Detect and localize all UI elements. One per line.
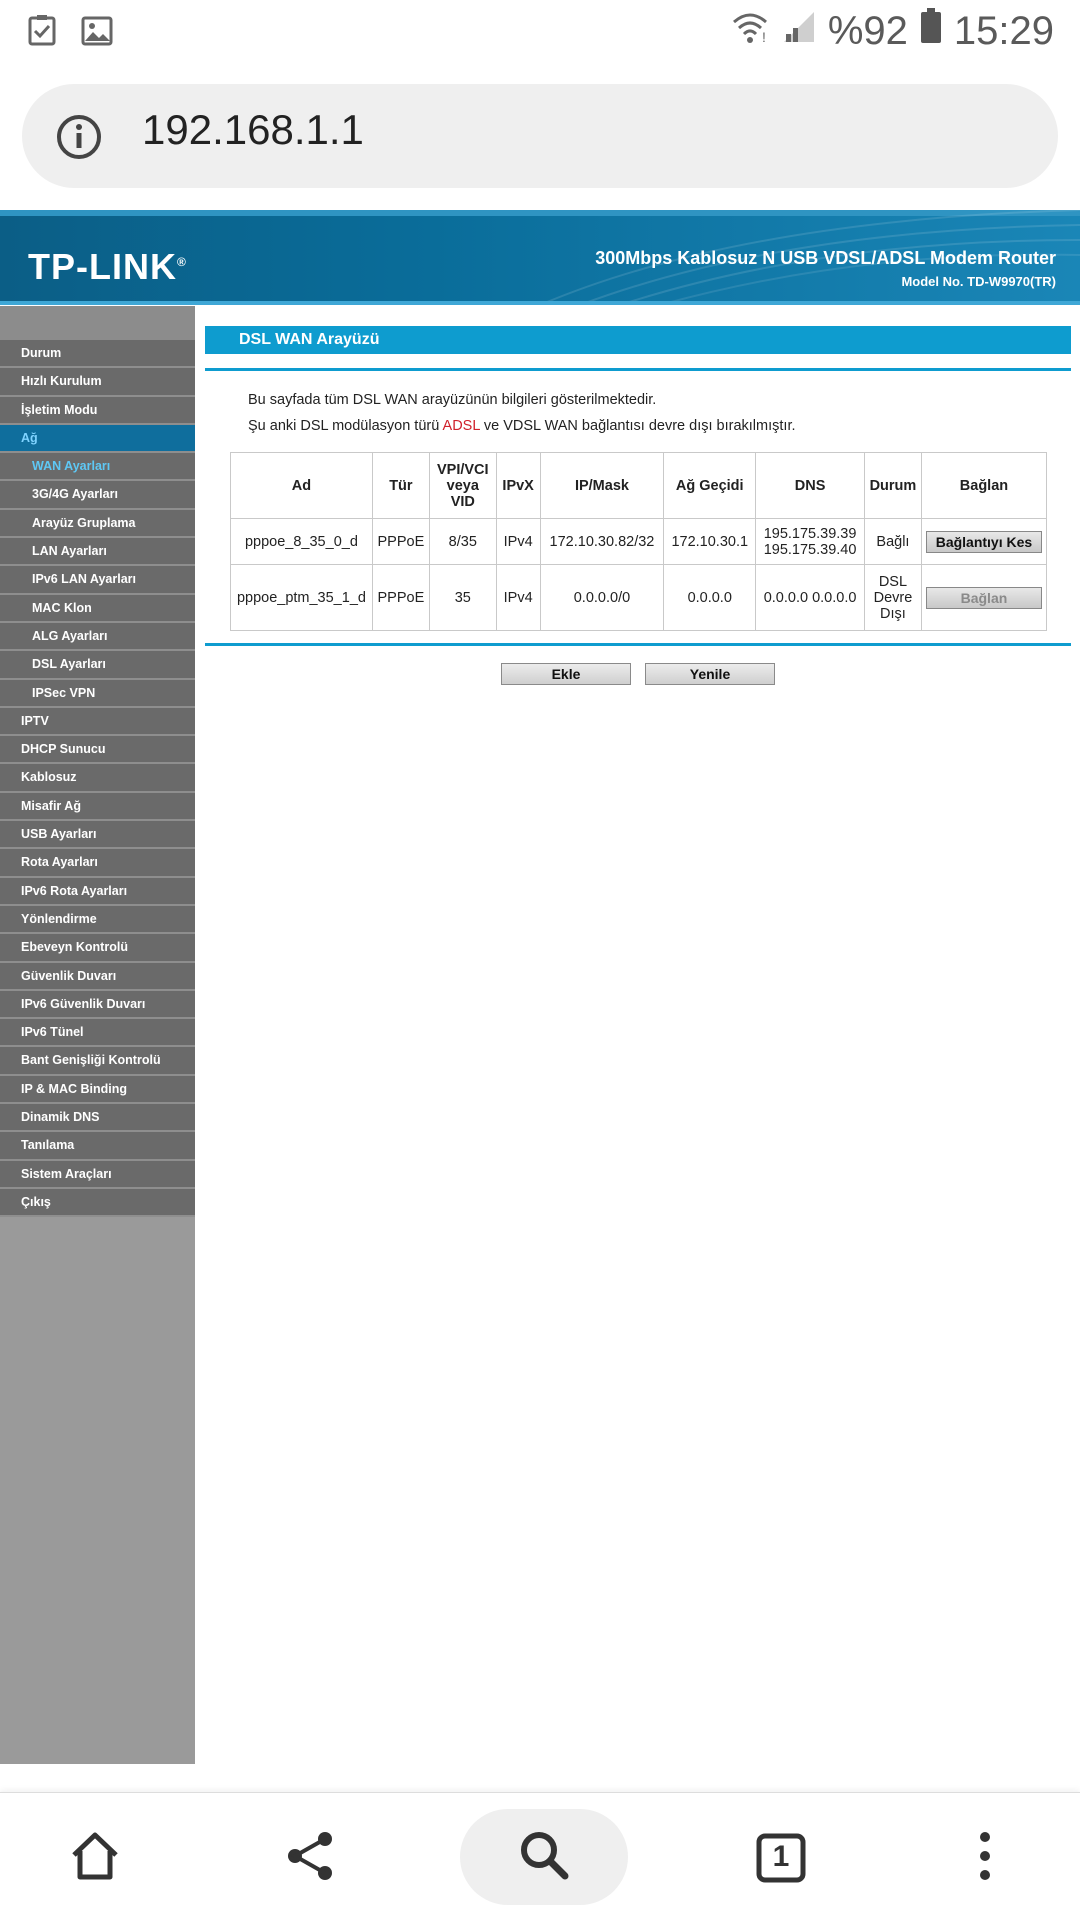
svg-text:!: !: [761, 28, 766, 44]
checklist-icon: [26, 14, 60, 53]
sidebar-item-ipv6-guvenlik-duvari[interactable]: IPv6 Güvenlik Duvarı: [0, 991, 195, 1019]
sidebar-item-ipv6-lan-ayarlari[interactable]: IPv6 LAN Ayarları: [0, 566, 195, 594]
cell-ad: pppoe_8_35_0_d: [231, 519, 373, 565]
cell-action: [921, 519, 1046, 565]
sidebar-item-lan-ayarlari[interactable]: LAN Ayarları: [0, 538, 195, 566]
cell-ipmask: 172.10.30.82/32: [540, 519, 664, 565]
sidebar-menu: [0, 306, 195, 1764]
cell-ipmask: 0.0.0.0/0: [540, 565, 664, 631]
cell-tur: PPPoE: [372, 565, 429, 631]
more-button[interactable]: [940, 1813, 1030, 1903]
sidebar-top-spacer: [0, 306, 195, 340]
cell-ipvx: IPv4: [496, 565, 540, 631]
sidebar-item-ag[interactable]: Ağ: [0, 425, 195, 453]
sidebar-item-hizli-kurulum[interactable]: Hızlı Kurulum: [0, 368, 195, 396]
sidebar-item-isletim-modu[interactable]: İşletim Modu: [0, 397, 195, 425]
sidebar-item-tanilama[interactable]: Tanılama: [0, 1132, 195, 1160]
wan-interface-table: [230, 452, 1047, 631]
info-icon[interactable]: [56, 114, 102, 160]
cell-gateway: 172.10.30.1: [664, 519, 756, 565]
home-button[interactable]: [50, 1813, 140, 1903]
sidebar-item-mac-klon[interactable]: MAC Klon: [0, 595, 195, 623]
clock: 15:29: [953, 8, 1054, 53]
battery-percent: %92: [827, 8, 908, 53]
tp-link-logo: TP-LINK®: [28, 246, 187, 287]
sidebar-item-guvenlik-duvari[interactable]: Güvenlik Duvarı: [0, 963, 195, 991]
router-header: [0, 210, 1080, 305]
share-button[interactable]: [265, 1813, 355, 1903]
sidebar-item-ipsec-vpn[interactable]: IPSec VPN: [0, 680, 195, 708]
sidebar-item-ipv6-rota-ayarlari[interactable]: IPv6 Rota Ayarları: [0, 878, 195, 906]
sidebar-item-iptv[interactable]: IPTV: [0, 708, 195, 736]
sidebar-item-rota-ayarlari[interactable]: Rota Ayarları: [0, 849, 195, 877]
sidebar-item-usb-ayarlari[interactable]: USB Ayarları: [0, 821, 195, 849]
col-header-ipvx: IPvX: [496, 453, 540, 519]
browser-bottom-nav: [0, 1792, 1080, 1920]
sidebar-item-3g-4g-ayarlari[interactable]: 3G/4G Ayarları: [0, 481, 195, 509]
wifi-icon: [730, 9, 770, 54]
sidebar-item-ipv6-tunel[interactable]: IPv6 Tünel: [0, 1019, 195, 1047]
cell-ipvx: IPv4: [496, 519, 540, 565]
battery-icon: [920, 8, 942, 54]
sidebar-item-misafir-ag[interactable]: Misafir Ağ: [0, 793, 195, 821]
search-icon: [517, 1828, 571, 1887]
share-icon: [283, 1829, 337, 1888]
address-bar[interactable]: [22, 84, 1058, 188]
cell-gateway: 0.0.0.0: [664, 565, 756, 631]
image-icon: [80, 14, 114, 53]
sidebar-item-ebeveyn-kontrolu[interactable]: Ebeveyn Kontrolü: [0, 934, 195, 962]
sidebar-item-sistem-araclari[interactable]: Sistem Araçları: [0, 1161, 195, 1189]
sidebar-item-dhcp-sunucu[interactable]: DHCP Sunucu: [0, 736, 195, 764]
col-header-ipmask: IP/Mask: [540, 453, 664, 519]
more-icon: [975, 1829, 995, 1888]
tab-count: 1: [772, 1840, 790, 1873]
main-content: [205, 326, 1071, 439]
sidebar-item-arayuz-gruplama[interactable]: Arayüz Gruplama: [0, 510, 195, 538]
disconnect-button[interactable]: Bağlantıyı Kes: [926, 531, 1042, 553]
description-line-2: Şu anki DSL modülasyon türü ADSL ve VDSL WAN bağlantısı devre dışı bırakılmıştır.: [248, 418, 796, 434]
connect-button[interactable]: Bağlan: [926, 587, 1042, 609]
cell-tur: PPPoE: [372, 519, 429, 565]
page-title: DSL WAN Arayüzü: [205, 326, 1071, 354]
sidebar-item-wan-ayarlari[interactable]: WAN Ayarları: [0, 453, 195, 481]
home-icon: [68, 1829, 122, 1888]
refresh-button[interactable]: Yenile: [645, 663, 775, 685]
table-row: [231, 565, 1047, 631]
col-header-ad: Ad: [231, 453, 373, 519]
model-number: Model No. TD-W9970(TR): [901, 274, 1056, 289]
col-header-gateway: Ağ Geçidi: [664, 453, 756, 519]
sidebar-item-alg-ayarlari[interactable]: ALG Ayarları: [0, 623, 195, 651]
sidebar-item-yonlendirme[interactable]: Yönlendirme: [0, 906, 195, 934]
sidebar-item-cikis[interactable]: Çıkış: [0, 1189, 195, 1217]
cell-ad: pppoe_ptm_35_1_d: [231, 565, 373, 631]
col-header-dns: DNS: [756, 453, 865, 519]
table-divider: [205, 643, 1071, 646]
cell-durum: DSL Devre Dışı: [864, 565, 921, 631]
signal-icon: [782, 9, 816, 54]
cell-dns: 195.175.39.39 195.175.39.40: [756, 519, 865, 565]
tabs-button[interactable]: [736, 1813, 826, 1903]
col-header-durum: Durum: [864, 453, 921, 519]
sidebar-item-dsl-ayarlari[interactable]: DSL Ayarları: [0, 651, 195, 679]
sidebar-item-bant-genisligi-kontrolu[interactable]: Bant Genişliği Kontrolü: [0, 1047, 195, 1075]
tabs-icon: [756, 1833, 806, 1883]
cell-dns: 0.0.0.0 0.0.0.0: [756, 565, 865, 631]
table-header-row: [231, 453, 1047, 519]
cell-durum: Bağlı: [864, 519, 921, 565]
header-bottom-stripe: [0, 301, 1080, 305]
col-header-vpi: VPI/VCI veya VID: [429, 453, 496, 519]
cell-vpi: 35: [429, 565, 496, 631]
sidebar-item-durum[interactable]: Durum: [0, 340, 195, 368]
cell-vpi: 8/35: [429, 519, 496, 565]
sidebar-item-ip-mac-binding[interactable]: IP & MAC Binding: [0, 1076, 195, 1104]
add-button[interactable]: Ekle: [501, 663, 631, 685]
col-header-baglan: Bağlan: [921, 453, 1046, 519]
sidebar-item-kablosuz[interactable]: Kablosuz: [0, 764, 195, 792]
product-name: 300Mbps Kablosuz N USB VDSL/ADSL Modem Router: [595, 248, 1056, 268]
sidebar-item-dinamik-dns[interactable]: Dinamik DNS: [0, 1104, 195, 1132]
search-button[interactable]: [460, 1809, 628, 1905]
col-header-tur: Tür: [372, 453, 429, 519]
url-text[interactable]: 192.168.1.1: [142, 106, 364, 153]
table-row: [231, 519, 1047, 565]
status-bar: [0, 0, 1080, 62]
modulation-type: ADSL: [442, 418, 480, 434]
cell-action: [921, 565, 1046, 631]
description-line-1: Bu sayfada tüm DSL WAN arayüzünün bilgileri gösterilmektedir.: [248, 392, 657, 408]
